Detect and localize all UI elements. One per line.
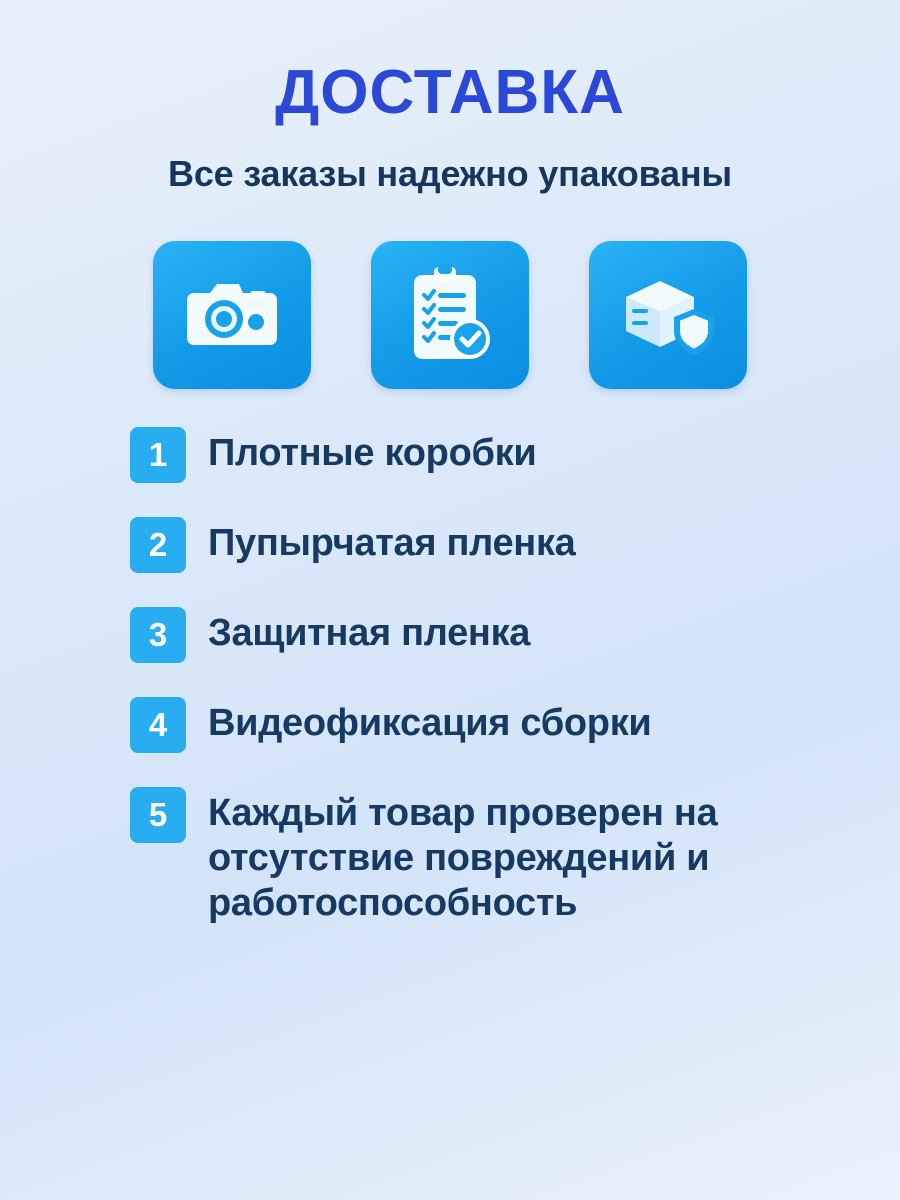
item-label: Видеофиксация сборки — [208, 702, 652, 745]
features-list — [70, 427, 830, 925]
box-shield-icon — [618, 271, 718, 359]
box-shield-icon-tile — [589, 241, 747, 389]
list-item — [130, 427, 830, 483]
item-label: Защитная пленка — [208, 612, 531, 655]
list-item — [130, 787, 830, 925]
camera-icon — [184, 277, 280, 353]
item-number-badge: 4 — [130, 697, 186, 753]
item-number-badge: 5 — [130, 787, 186, 843]
item-number-badge: 2 — [130, 517, 186, 573]
camera-icon-tile — [153, 241, 311, 389]
page-subtitle: Все заказы надежно упакованы — [168, 153, 732, 195]
list-item — [130, 517, 830, 573]
icons-row — [153, 241, 747, 389]
page-title: ДОСТАВКА — [275, 58, 625, 127]
clipboard-check-icon — [408, 265, 492, 365]
item-label: Пупырчатая пленка — [208, 522, 576, 565]
item-label: Плотные коробки — [208, 432, 537, 475]
item-number-badge: 1 — [130, 427, 186, 483]
item-label: Каждый товар проверен на отсутствие повреждений и работоспособность — [208, 792, 718, 924]
list-item — [130, 607, 830, 663]
clipboard-check-icon-tile — [371, 241, 529, 389]
list-item — [130, 697, 830, 753]
item-number-badge: 3 — [130, 607, 186, 663]
